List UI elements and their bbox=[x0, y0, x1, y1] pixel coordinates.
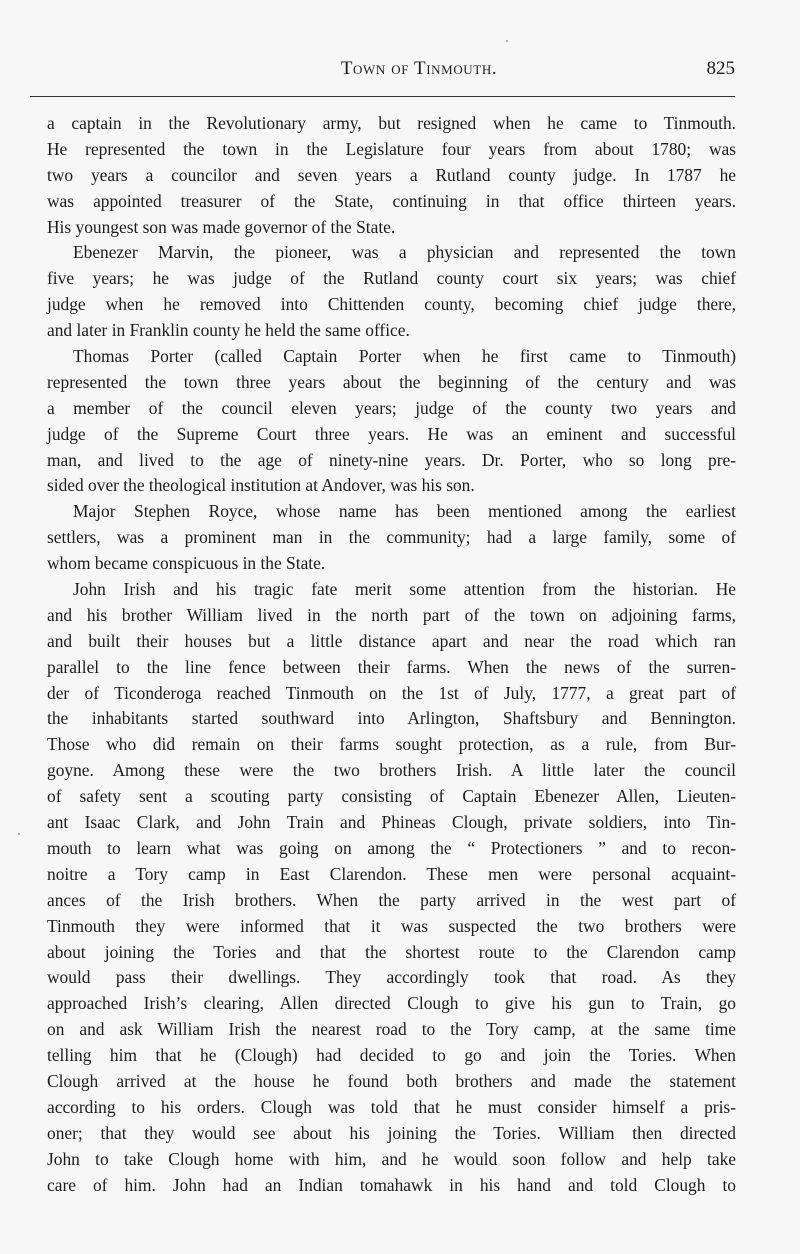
scan-speck bbox=[18, 833, 20, 835]
text-line: telling him that he (Clough) had decided to go and join the Tories. When bbox=[47, 1045, 736, 1066]
text-line: two years a councilor and seven years a Rutland county judge. In 1787 he bbox=[47, 164, 736, 185]
text-line: five years; he was judge of the Rutland county court six years; was chief bbox=[47, 268, 736, 289]
text-line: whom became conspicuous in the State. bbox=[47, 553, 326, 574]
text-line: oner; that they would see about his joining the Tories. William then directed bbox=[47, 1122, 736, 1143]
text-line: settlers, was a prominent man in the community; had a large family, some of bbox=[47, 527, 736, 548]
text-line: of safety sent a scouting party consisting of Captain Ebenezer Allen, Lieuten- bbox=[47, 786, 736, 807]
text-line: Ebenezer Marvin, the pioneer, was a physician and represented the town bbox=[73, 242, 736, 263]
body-text bbox=[47, 111, 736, 1198]
running-head bbox=[47, 58, 735, 86]
text-line: on and ask William Irish the nearest road to the Tory camp, at the same time bbox=[47, 1019, 736, 1040]
text-line: the inhabitants started southward into Arlington, Shaftsbury and Bennington. bbox=[47, 708, 736, 729]
text-line: a captain in the Revolutionary army, but resigned when he came to Tinmouth. bbox=[47, 113, 736, 133]
text-line: noitre a Tory camp in East Clarendon. These men were personal acquaint- bbox=[47, 863, 736, 884]
text-line: about joining the Tories and that the shortest route to the Clarendon camp bbox=[47, 941, 736, 962]
text-line: ant Isaac Clark, and John Train and Phineas Clough, private soldiers, into Tin- bbox=[47, 812, 736, 833]
paragraph bbox=[47, 344, 736, 499]
text-line: according to his orders. Clough was told that he must consider himself a pris- bbox=[47, 1096, 736, 1117]
text-line: John Irish and his tragic fate merit some attention from the historian. He bbox=[73, 579, 736, 600]
text-line: judge when he removed into Chittenden county, becoming chief judge there, bbox=[47, 294, 736, 315]
text-line: a member of the council eleven years; judge of the county two years and bbox=[47, 397, 736, 418]
text-line: goyne. Among these were the two brothers Irish. A little later the council bbox=[47, 760, 736, 781]
text-line: Those who did remain on their farms sought protection, as a rule, from Bur- bbox=[47, 734, 736, 755]
text-line: Tinmouth they were informed that it was suspected the two brothers were bbox=[47, 915, 736, 936]
text-line: care of him. John had an Indian tomahawk in his hand and told Clough to bbox=[47, 1174, 736, 1195]
paragraph bbox=[47, 240, 736, 344]
text-line: approached Irish’s clearing, Allen directed Clough to give his gun to Train, go bbox=[47, 993, 736, 1014]
scan-speck bbox=[506, 40, 508, 42]
text-line: judge of the Supreme Court three years. He was an eminent and successful bbox=[47, 423, 736, 444]
text-line: John to take Clough home with him, and he would soon follow and help take bbox=[47, 1148, 736, 1169]
paragraph bbox=[47, 577, 736, 1198]
text-line: der of Ticonderoga reached Tinmouth on the 1st of July, 1777, a great part of bbox=[47, 682, 736, 703]
page-number: 825 bbox=[706, 58, 735, 79]
text-line: and his brother William lived in the north part of the town on adjoining farms, bbox=[47, 604, 736, 625]
paragraph bbox=[47, 111, 736, 240]
text-line: man, and lived to the age of ninety-nine years. Dr. Porter, who so long pre- bbox=[47, 449, 736, 470]
text-line: He represented the town in the Legislature four years from about 1780; was bbox=[47, 138, 736, 159]
text-line: and later in Franklin county he held the same office. bbox=[47, 320, 410, 341]
text-line: parallel to the line fence between their farms. When the news of the surren- bbox=[47, 656, 736, 677]
text-line: would pass their dwellings. They accordingly took that road. As they bbox=[47, 967, 736, 988]
text-line: Thomas Porter (called Captain Porter when he first came to Tinmouth) bbox=[73, 346, 736, 367]
paragraph bbox=[47, 499, 736, 577]
text-line: Clough arrived at the house he found both brothers and made the statement bbox=[47, 1070, 736, 1091]
running-head-title: Town of Tinmouth. bbox=[340, 58, 498, 79]
text-line: and built their houses but a little distance apart and near the road which ran bbox=[47, 630, 736, 651]
text-line: Major Stephen Royce, whose name has been mentioned among the earliest bbox=[73, 501, 736, 522]
text-line: was appointed treasurer of the State, continuing in that office thirteen years. bbox=[47, 190, 736, 211]
text-line: sided over the theological institution at Andover, was his son. bbox=[47, 475, 475, 496]
header-rule bbox=[30, 96, 735, 97]
text-line: represented the town three years about the beginning of the century and was bbox=[47, 371, 736, 392]
text-line: ances of the Irish brothers. When the party arrived in the west part of bbox=[47, 889, 736, 910]
text-line: mouth to learn what was going on among the “ Protectioners ” and to recon- bbox=[47, 837, 736, 858]
text-line: His youngest son was made governor of the State. bbox=[47, 216, 396, 237]
